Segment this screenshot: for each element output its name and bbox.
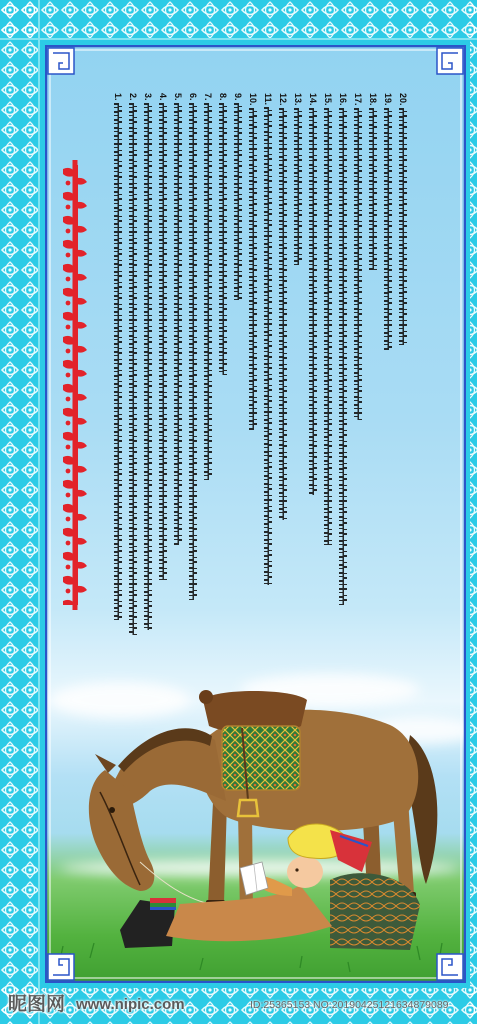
column-number: 15. (323, 93, 333, 106)
column-number: 4. (158, 93, 168, 101)
column-number: 20. (398, 93, 408, 106)
column-number: 6. (188, 93, 198, 101)
column-number: 19. (383, 93, 393, 106)
column-number: 8. (218, 93, 228, 101)
column-number: 13. (293, 93, 303, 106)
column-number: 5. (173, 93, 183, 101)
column-number: 17. (353, 93, 363, 106)
watermark-logo: 昵图网 (8, 993, 66, 1015)
column-number: 12. (278, 93, 288, 106)
column-number: 9. (233, 93, 243, 101)
column-number: 10. (248, 93, 258, 106)
column-number: 16. (338, 93, 348, 106)
watermark-id: ID:25365153 NO:20190425121634879089 (250, 999, 449, 1011)
column-number: 14. (308, 93, 318, 106)
column-number: 2. (128, 93, 138, 101)
poster-title-script (62, 160, 88, 610)
column-number: 7. (203, 93, 213, 101)
content-panel (45, 45, 466, 983)
illustration (45, 45, 466, 983)
column-number: 18. (368, 93, 378, 106)
column-number: 11. (263, 93, 273, 106)
column-number: 1. (113, 93, 123, 101)
watermark-url[interactable]: www.nipic.com (76, 996, 185, 1013)
column-number: 3. (143, 93, 153, 101)
